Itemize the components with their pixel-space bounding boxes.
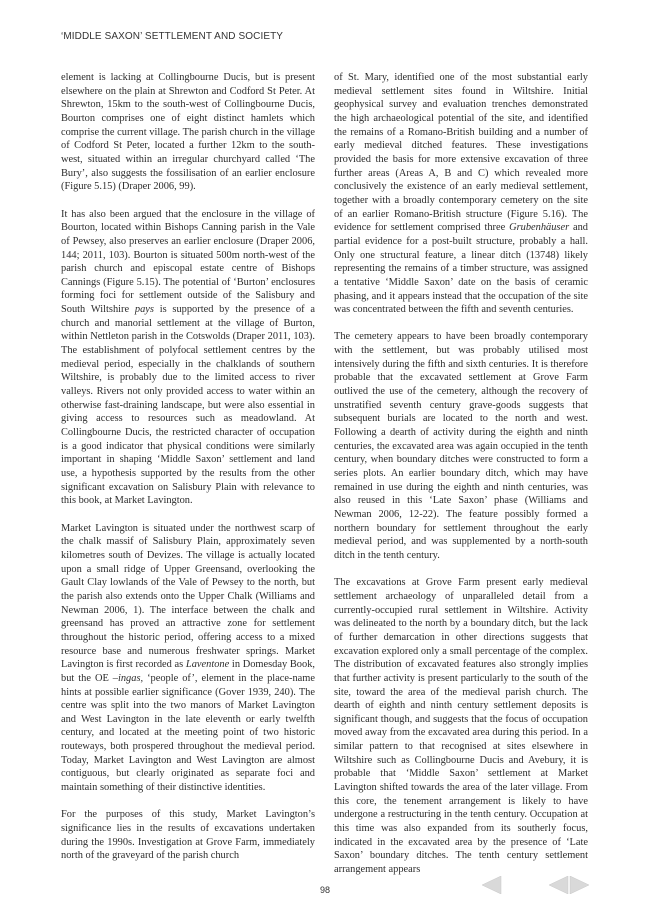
italic-term: Laventone [185, 659, 230, 671]
paragraph-text: Market Lavington is situated under the northwest scarp of the chalk massif of Salisbury Plain, approximately seven kilometres south of Devizes. The village is actually located upon a small ridge of Upper Greensand, overlooking the Gault Clay lowlands of the Vale of Pewsey to the north, but the parish also extends onto the Upper Chalk (Williams and Newman 2006, 1). The interface between the chalk and greensand has proved an attractive zone for settlement throughout the historic period, offering access to a mixed resource base and numerous freshwater springs. Market Lavington is first recorded as [61, 522, 315, 671]
paragraph-text: in Domesday Book, but the OE [61, 659, 315, 684]
previous-page-alt-button[interactable] [548, 876, 570, 894]
running-header: ‘MIDDLE SAXON’ SETTLEMENT AND SOCIETY [61, 31, 284, 42]
body-paragraph [61, 71, 315, 194]
italic-term: Grubenhäuser [509, 222, 570, 234]
italic-term: pays [134, 304, 154, 316]
previous-page-icon [481, 876, 503, 894]
paragraph-text: The cemetery appears to have been broadly contemporary with the settlement, but was probably utilised most intensively during the fifth and sixth centuries. It is therefore probable that the excavated settlement at Grove Farm outlived the use of the cemetery, although the recovery of unstratified seventh century grave-goods suggests that subsequent burials are located to the north and west. Following a dearth of activity during the eighth and ninth centuries, the excavated area was again occupied in the tenth century, when boundary ditches were constructed to form a series plots. An earlier boundary ditch, which may have remained in use during the eighth and ninth centuries, was also reused in this ‘Late Saxon’ phase (Williams and Newman 2006, 12-22). The feature possibly formed a northern boundary for settlement throughout the early medieval period, and was supplemented by a north-south ditch in the tenth century. [334, 331, 588, 561]
body-paragraph [61, 808, 315, 863]
paragraph-text: It has also been argued that the enclosure in the village of Bourton, located within Bishops Canning parish in the Vale of Pewsey, also preserves an earlier enclosure (Draper 2006, 144; 2011, 103). Bourton is situated 500m north-west of the parish church and episcopal estate centre of Bishops Cannings (Figure 5.15). The potential of ‘Burton’ enclosures forming foci for settlement outside of the Salisbury and South Wiltshire [61, 208, 315, 316]
right-text-column [334, 71, 588, 877]
body-paragraph [334, 71, 588, 317]
paragraph-text: For the purposes of this study, Market Lavington’s significance lies in the results of excavations undertaken during the 1990s. Investigation at Grove Farm, immediately north of the graveyard of the parish church [61, 809, 315, 862]
paragraph-text: The excavations at Grove Farm present early medieval settlement archaeology of unparalleled detail from a currently-occupied rural settlement in Wiltshire. Activity was delineated to the north by a boundary ditch, but the lack of further demarcation in other directions suggests that excavation explored only a small percentage of the complex. The distribution of excavated features also strongly implies that further activity is present particularly to the south of the site, toward the area of the medieval parish church. The dearth of eighth and ninth century settlement deposits is significant though, and suggests that the focus of occupation moved away from the excavated area during this period. In a similar pattern to that recognised at sites elsewhere in Wiltshire such as Collingbourne Ducis and Avebury, it is probable that ‘Middle Saxon’ settlement at Market Lavington shifted towards the area of the later village. From this core, the tenement arrangement is likely to have undergone a restructuring in the tenth century. Occupation at this time was also expanded from its southerly focus, indicated in the excavated area by the presence of ‘Late Saxon’ boundary ditches. The tenth century settlement arrangement appears [334, 577, 588, 876]
previous-page-icon [548, 876, 570, 894]
paragraph-text: is supported by the presence of a church and manorial settlement at the village of Burton, within Nettleton parish in the Cotswolds (Draper 2011, 103). The establishment of polyfocal settlement centres by the medieval period, especially in the chalklands of southern Wiltshire, is probably due to the limited access to river valleys. Rivers not only provided access to water within an otherwise fast-draining landscape, but were also essential in giving access to resources such as meadowland. At Collingbourne Ducis, the restricted character of occupation is a good indicator that physical conditions were similarly important in shaping ‘Middle Saxon’ settlement and land use, a hypothesis supported by the results from the other significant excavation on Salisbury Plain with relevance to this book, at Market Lavington. [61, 304, 315, 507]
body-paragraph [61, 522, 315, 795]
body-paragraph [334, 576, 588, 876]
paragraph-text: element is lacking at Collingbourne Ducis, but is present elsewhere on the plain at Shrewton and Codford St Peter. At Shrewton, 15km to the south-west of Collingbourne Ducis, Bourton comprises one of eight distinct hamlets which comprise the current village. The parish church in the village of Codford St Peter, located a further 12km to the south-west, situated within an irregular churchyard called ‘The Bury’, also suggests the fossilisation of an earlier enclosure (Figure 5.15) (Draper 2006, 99). [61, 72, 315, 193]
paragraph-text: ‘people of’, element in the place-name hints at possible earlier significance (Gover 1939, 240). The centre was split into the two manors of Market Lavington and West Lavington in the late eleventh or early twelfth century, and located at the meeting point of two historic routeways, both prospered throughout the medieval period. Today, Market Lavington and West Lavington are almost contiguous, but clearly originated as separate foci and maintain something of their distinctive identities. [61, 672, 315, 794]
paragraph-text: of St. Mary, identified one of the most substantial early medieval settlement sites found in Wiltshire. Initial geophysical survey and evaluation trenches demonstrated the high archaeological potential of the site, and identified the remains of a Romano-British building and a number of early medieval ditched features. These investigations provided the basis for more extensive excavation of three further areas (Areas A, B and C) which revealed more conclusively the existence of an early medieval settlement, together with a broadly contemporary cemetery on the site of an earlier Romano-British structure (Figure 5.16). The evidence for settlement comprised three [334, 72, 588, 234]
next-page-button[interactable] [568, 876, 590, 894]
paragraph-text: and partial evidence for a post-built structure, probably a hall. Only one structural feature, a linear ditch (13748) likely representing the remains of a timber structure, was assigned a tentative ‘Middle Saxon’ date on the basis of ceramic phasing, and it appears instead that the occupation of the site was concentrated between the fifth and seventh centuries. [334, 222, 588, 316]
next-page-icon [568, 876, 590, 894]
left-text-column [61, 71, 315, 863]
italic-term: –ingas, [112, 672, 144, 684]
previous-page-button[interactable] [481, 876, 503, 894]
body-paragraph [61, 208, 315, 508]
body-paragraph [334, 330, 588, 562]
page-number: 98 [319, 885, 330, 895]
